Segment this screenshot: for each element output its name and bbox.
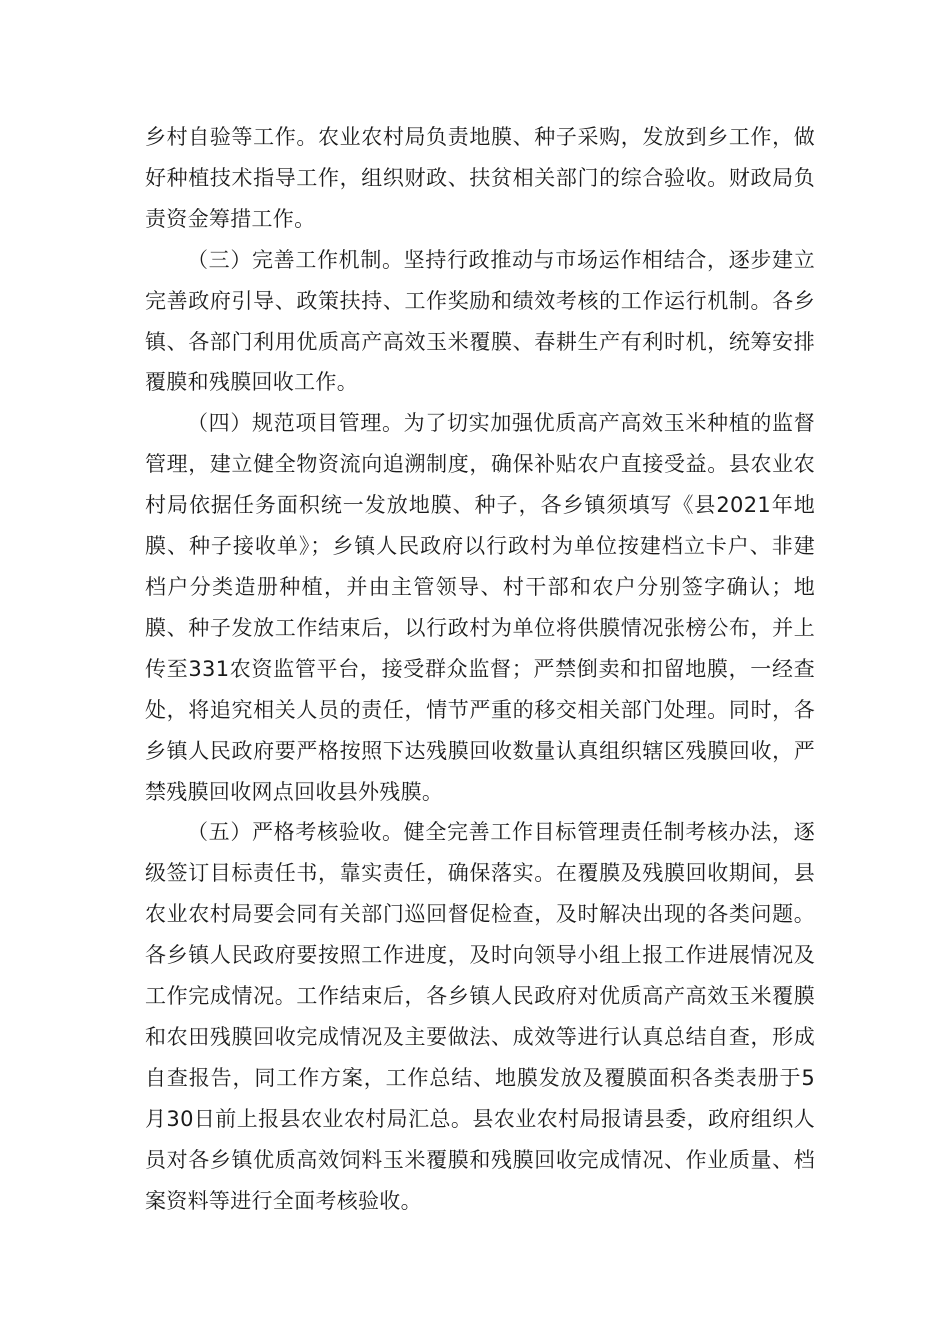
document-body xyxy=(145,117,815,1221)
paragraph-section-3: （三）完善工作机制。坚持行政推动与市场运作相结合，逐步建立完善政府引导、政策扶持、工作奖励和绩效考核的工作运行机制。各乡镇、各部门利用优质高产高效玉米覆膜、春耕生产有利时机，统筹安排覆膜和残膜回收工作。 xyxy=(145,247,815,395)
paragraph-section-4: （四）规范项目管理。为了切实加强优质高产高效玉米种植的监督管理，建立健全物资流向追溯制度，确保补贴农户直接受益。县农业农村局依据任务面积统一发放地膜、种子，各乡镇须填写《县2021年地膜、种子接收单》；乡镇人民政府以行政村为单位按建档立卡户、非建档户分类造册种植，并由主管领导、村干部和农户分别签字确认；地膜、种子发放工作结束后，以行政村为单位将供膜情况张榜公布，并上传至331农资监管平台，接受群众监督；严禁倒卖和扣留地膜，一经查处，将追究相关人员的责任，情节严重的移交相关部门处理。同时，各乡镇人民政府要严格按照下达残膜回收数量认真组织辖区残膜回收，严禁残膜回收网点回收县外残膜。 xyxy=(145,411,815,804)
paragraph-section-5: （五）严格考核验收。健全完善工作目标管理责任制考核办法，逐级签订目标责任书，靠实责任，确保落实。在覆膜及残膜回收期间，县农业农村局要会同有关部门巡回督促检查，及时解决出现的各类问题。各乡镇人民政府要按照工作进度，及时向领导小组上报工作进展情况及工作完成情况。工作结束后，各乡镇人民政府对优质高产高效玉米覆膜和农田残膜回收完成情况及主要做法、成效等进行认真总结自查，形成自查报告，同工作方案，工作总结、地膜发放及覆膜面积各类表册于5月30日前上报县农业农村局汇总。县农业农村局报请县委，政府组织人员对各乡镇优质高效饲料玉米覆膜和残膜回收完成情况、作业质量、档案资料等进行全面考核验收。 xyxy=(145,820,815,1213)
paragraph-continuation: 乡村自验等工作。农业农村局负责地膜、种子采购，发放到乡工作，做好种植技术指导工作，组织财政、扶贫相关部门的综合验收。财政局负责资金筹措工作。 xyxy=(145,125,815,231)
